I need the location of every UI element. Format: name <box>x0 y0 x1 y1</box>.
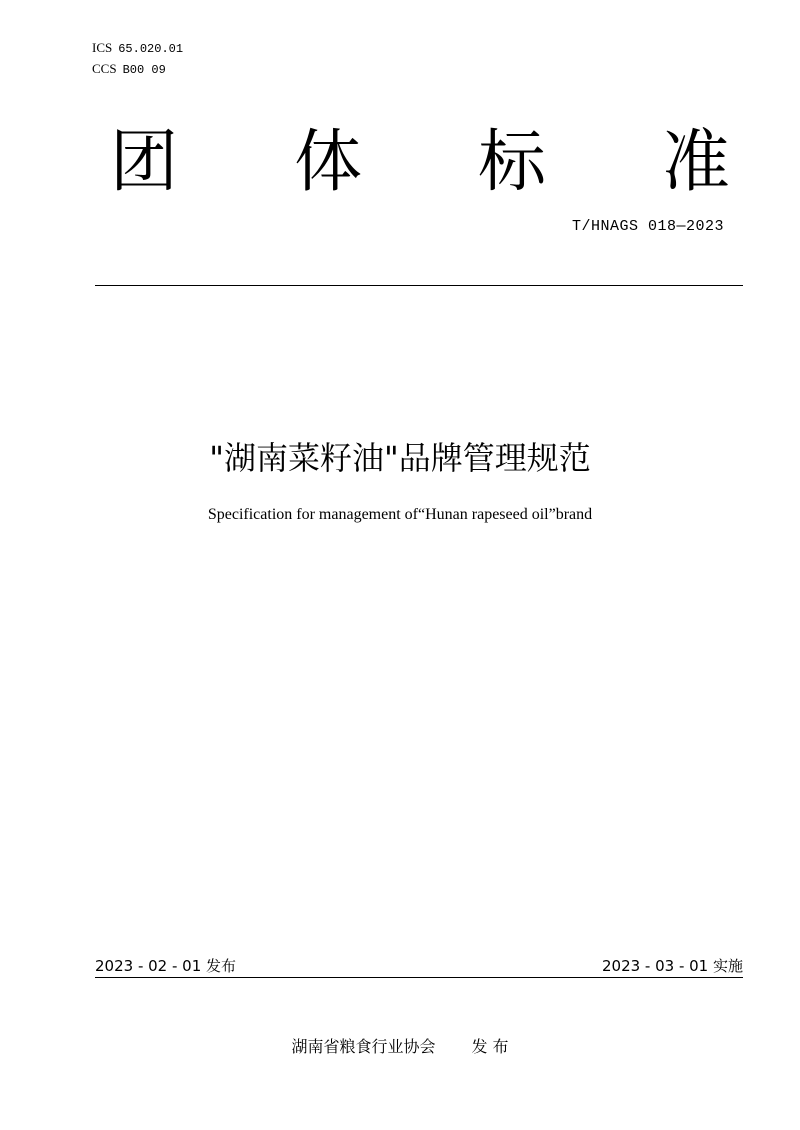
implement-date: 2023 - 03 - 01 实施 <box>601 957 743 975</box>
issue-date: 2023 - 02 - 01 发布 <box>95 957 237 975</box>
ccs-line <box>92 59 183 80</box>
heading-char: 准 <box>661 123 730 202</box>
classification-block <box>92 38 183 80</box>
ccs-label: CCS <box>92 61 117 76</box>
publisher-action: 发 布 <box>471 1037 509 1056</box>
ics-label: ICS <box>92 40 113 55</box>
ics-value: 65.020.01 <box>118 42 184 56</box>
header-divider <box>95 285 743 286</box>
ics-line <box>92 38 183 59</box>
heading-char: 体 <box>293 123 362 202</box>
footer-divider <box>95 977 743 978</box>
heading-char: 团 <box>110 123 179 202</box>
standard-code: T/HNAGS 018—2023 <box>571 218 724 235</box>
document-title: "湖南菜籽油"品牌管理规范 <box>209 439 591 477</box>
heading-char: 标 <box>477 123 546 202</box>
publisher-line <box>0 1034 800 1057</box>
standard-type-heading <box>110 118 730 208</box>
publisher-org: 湖南省粮食行业协会 <box>291 1037 436 1056</box>
ccs-value: B00 09 <box>122 63 166 77</box>
document-subtitle: Specification for management of“Hunan rapeseed oil”brand <box>207 506 593 523</box>
